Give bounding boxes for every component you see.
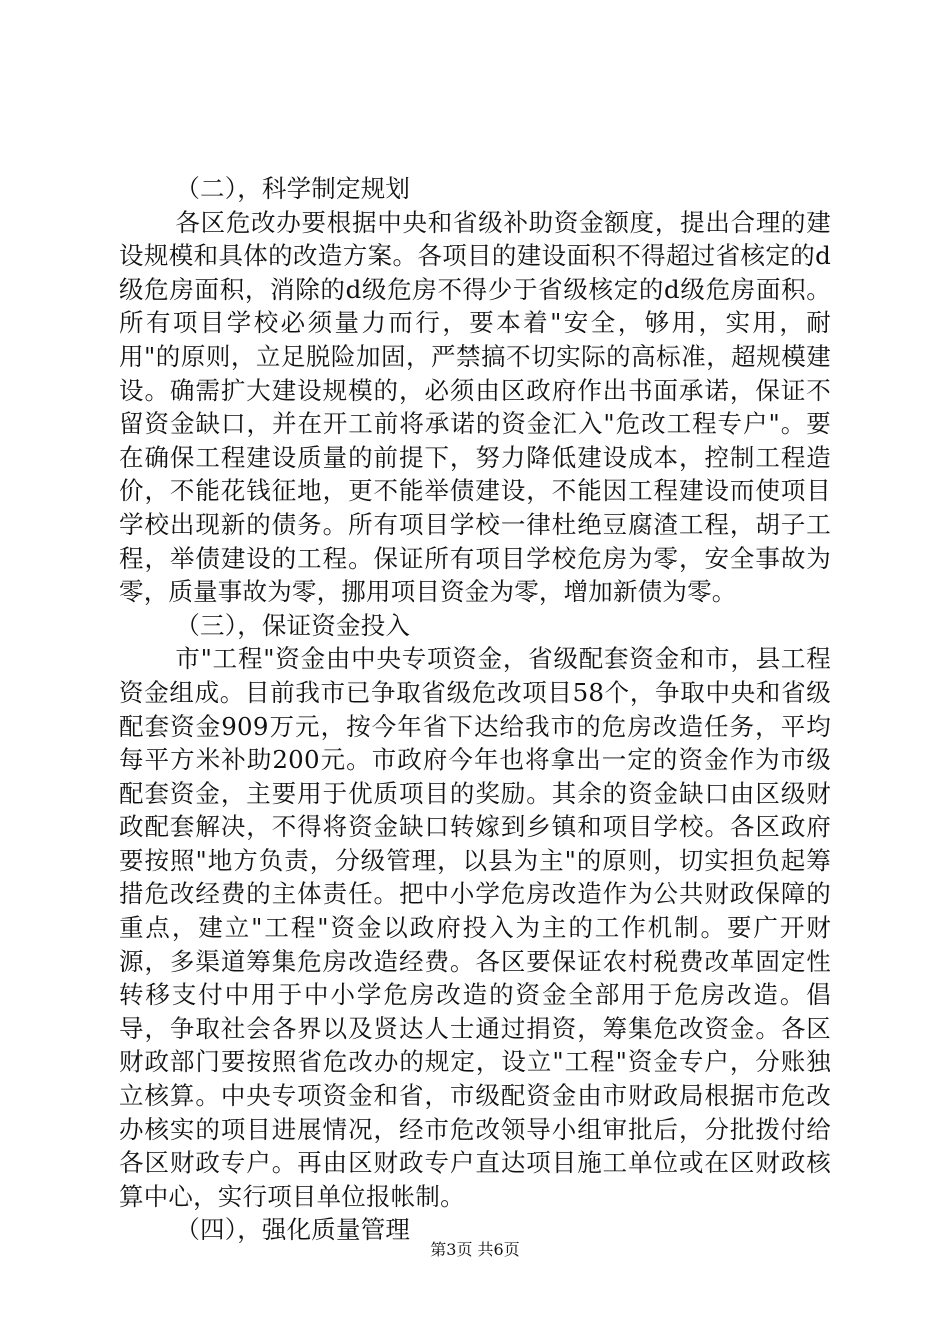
section-heading-3: （三），保证资金投入	[175, 610, 411, 640]
document-body	[119, 172, 831, 1247]
page-number-footer: 第3页 共6页	[430, 1240, 520, 1259]
body-paragraph-planning: 各区危改办要根据中央和省级补助资金额度，提出合理的建设规模和具体的改造方案。各项目的建设面积不得超过省核定的d级危房面积，消除的d级危房不得少于省级核定的d级危房面积。所有项目学校必须量力而行，要本着"安全，够用，实用，耐用"的原则，立足脱险加固，严禁搞不切实际的高标准，超规模建设。确需扩大建设规模的，必须由区政府作出书面承诺，保证不留资金缺口，并在开工前将承诺的资金汇入"危改工程专户"。要在确保工程建设质量的前提下，努力降低建设成本，控制工程造价，不能花钱征地，更不能举债建设，不能因工程建设而使项目学校出现新的债务。所有项目学校一律杜绝豆腐渣工程，胡子工程，举债建设的工程。保证所有项目学校危房为零，安全事故为零，质量事故为零，挪用项目资金为零，增加新债为零。	[119, 207, 831, 607]
section-heading-4: （四），强化质量管理	[175, 1215, 411, 1245]
section-heading-2: （二），科学制定规划	[175, 174, 411, 203]
body-paragraph-funding: 市"工程"资金由中央专项资金，省级配套资金和市，县工程资金组成。目前我市已争取省级危改项目58个，争取中央和省级配套资金909万元，按今年省下达给我市的危房改造任务，平均每平方米补助200元。市政府今年也将拿出一定的资金作为市级配套资金，主要用于优质项目的奖励。其余的资金缺口由区级财政配套解决，不得将资金缺口转嫁到乡镇和项目学校。各区政府要按照"地方负责，分级管理，以县为主"的原则，切实担负起筹措危改经费的主体责任。把中小学危房改造作为公共财政保障的重点，建立"工程"资金以政府投入为主的工作机制。要广开财源，多渠道筹集危房改造经费。各区要保证农村税费改革固定性转移支付中用于中小学危房改造的资金全部用于危房改造。倡导，争取社会各界以及贤达人士通过捐资，筹集危改资金。各区财政部门要按照省危改办的规定，设立"工程"资金专户，分账独立核算。中央专项资金和省，市级配资金由市财政局根据市危改办核实的项目进展情况，经市危改领导小组审批后，分批拨付给各区财政专户。再由区财政专户直达项目施工单位或在区财政核算中心，实行项目单位报帐制。	[119, 644, 831, 1211]
